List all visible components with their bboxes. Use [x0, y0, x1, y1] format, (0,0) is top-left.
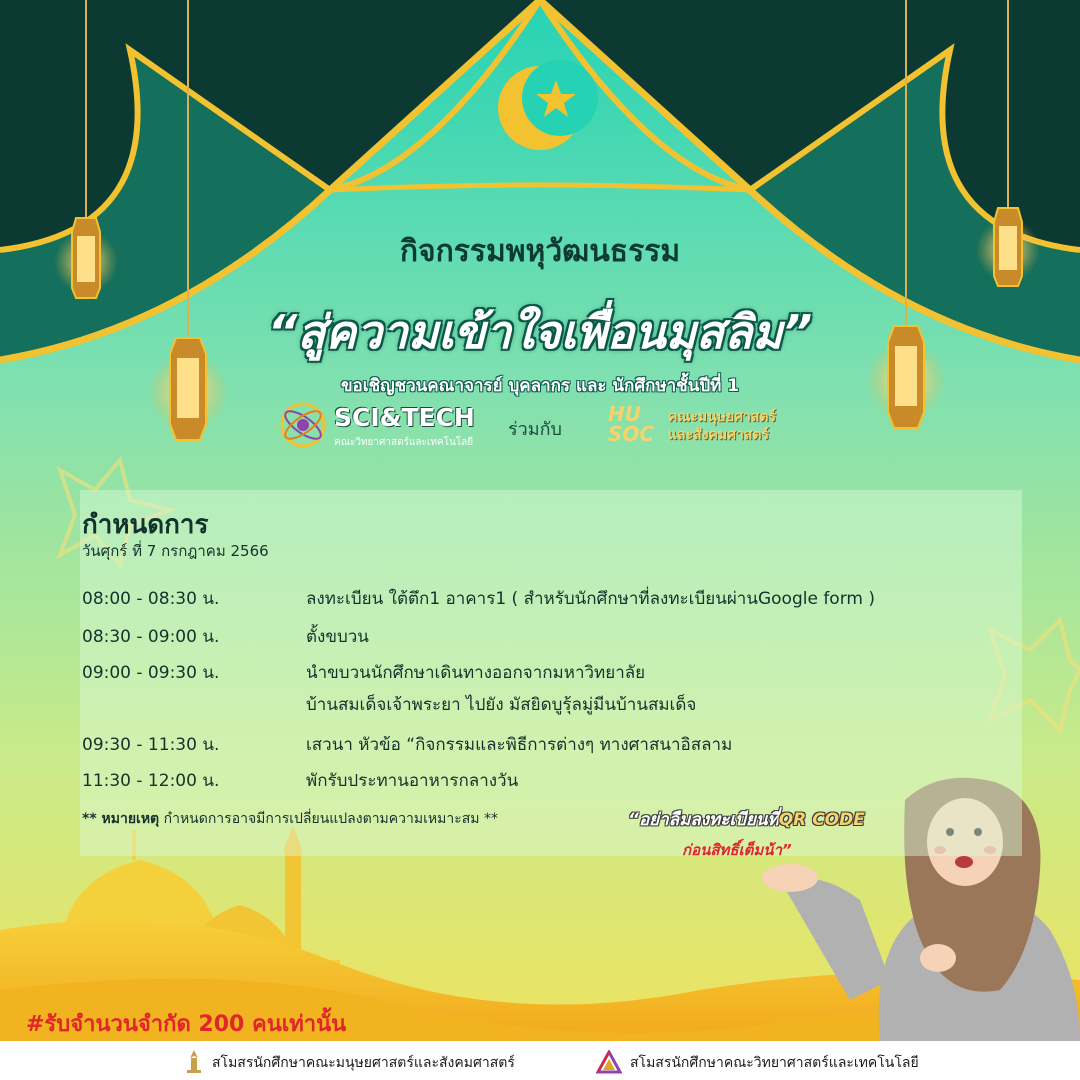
- husoc-name: คณะมนุษยศาสตร์ และสังคมศาสตร์: [668, 409, 777, 443]
- schedule-row-time: 08:00 - 08:30 น.: [82, 589, 220, 609]
- schedule-row-desc-cont: บ้านสมเด็จเจ้าพระยา ไปยัง มัสยิดบูรุ้ลมู่มีนบ้านสมเด็จ: [306, 695, 697, 715]
- sci-tech-name: SCI&TECH: [334, 403, 475, 432]
- schedule-row-desc: ตั้งขบวน: [306, 627, 369, 647]
- schedule-row-time: 09:00 - 09:30 น.: [82, 663, 220, 683]
- activity-title: กิจกรรมพหุวัฒนธรรม: [399, 234, 681, 269]
- together-with-label: ร่วมกับ: [508, 419, 562, 440]
- schedule-row-desc: เสวนา หัวข้อ “กิจกรรมและพิธีการต่างๆ ทางศาสนาอิสลาม: [306, 735, 733, 755]
- footer-right-label: สโมสรนักศึกษาคณะวิทยาศาสตร์และเทคโนโลยี: [630, 1055, 919, 1071]
- invite-text: ขอเชิญชวนคณาจารย์ บุคลากร และ นักศึกษาชั้นปีที่ 1: [340, 376, 740, 396]
- husoc-club-logo-icon: [183, 1048, 205, 1074]
- reminder-line1: “อย่าลืมลงทะเบียนที่QR CODE: [628, 810, 865, 830]
- sci-tech-logo-icon: [280, 402, 326, 448]
- schedule-note: ** หมายเหตุ กำหนดการอาจมีการเปลี่ยนแปลงตามความเหมาะสม **: [82, 811, 498, 827]
- qr-code-label: QR CODE: [778, 810, 865, 830]
- footer-left-label: สโมสรนักศึกษาคณะมนุษยศาสตร์และสังคมศาสตร์: [212, 1055, 515, 1071]
- schedule-row-time: 09:30 - 11:30 น.: [82, 735, 220, 755]
- schedule-row-time: 11:30 - 12:00 น.: [82, 771, 220, 791]
- schedule-title: กำหนดการ: [82, 510, 209, 540]
- scitech-club-logo-icon: [596, 1050, 622, 1074]
- schedule-date: วันศุกร์ ที่ 7 กรกฎาคม 2566: [82, 542, 269, 560]
- schedule-row-time: 08:30 - 09:00 น.: [82, 627, 220, 647]
- sci-tech-subtitle: คณะวิทยาศาสตร์และเทคโนโลยี: [334, 437, 474, 448]
- theme-title: “สู่ความเข้าใจเพื่อนมุสลิม”: [267, 305, 813, 359]
- schedule-row-desc: พักรับประทานอาหารกลางวัน: [306, 771, 519, 791]
- husoc-logo-icon: HU SOC: [608, 402, 655, 446]
- reminder-line2: ก่อนสิทธิ์เต็มน้า”: [682, 841, 792, 859]
- limit-hashtag: #รับจำนวนจำกัด 200 คนเท่านั้น: [26, 1012, 347, 1037]
- schedule-row-desc: นำขบวนนักศึกษาเดินทางออกจากมหาวิทยาลัย: [306, 663, 646, 683]
- schedule-row-desc: ลงทะเบียน ใต้ตึก1 อาคาร1 ( สำหรับนักศึกษาที่ลงทะเบียนผ่านGoogle form ): [306, 589, 875, 609]
